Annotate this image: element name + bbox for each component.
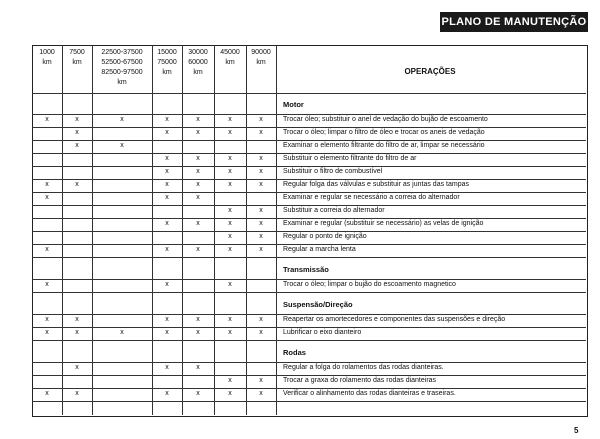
maintenance-mark: x bbox=[165, 194, 169, 201]
maintenance-mark: x bbox=[259, 155, 263, 162]
maintenance-mark: x bbox=[228, 129, 232, 136]
maintenance-mark: x bbox=[259, 329, 263, 336]
operation-text: Regular folga das válvulas e substituir as juntas das tampas bbox=[283, 181, 469, 188]
maintenance-mark: x bbox=[165, 390, 169, 397]
maintenance-mark: x bbox=[196, 316, 200, 323]
column-header-line: 30000 bbox=[188, 49, 208, 56]
maintenance-mark: x bbox=[120, 142, 124, 149]
maintenance-mark: x bbox=[165, 281, 169, 288]
row-divider bbox=[32, 257, 586, 258]
maintenance-mark: x bbox=[75, 390, 79, 397]
maintenance-mark: x bbox=[196, 329, 200, 336]
column-header-line: km bbox=[117, 79, 127, 86]
maintenance-mark: x bbox=[45, 246, 49, 253]
maintenance-mark: x bbox=[165, 168, 169, 175]
column-header-line: 75000 bbox=[157, 59, 177, 66]
maintenance-mark: x bbox=[196, 181, 200, 188]
operation-text: Regular a marcha lenta bbox=[283, 246, 356, 253]
operation-text: Reapertar os amortecedores e componentes das suspensões e direção bbox=[283, 316, 506, 323]
maintenance-mark: x bbox=[75, 116, 79, 123]
row-divider bbox=[32, 231, 586, 232]
maintenance-mark: x bbox=[75, 142, 79, 149]
operation-text: Examinar e regular se necessário a correia do alternador bbox=[283, 194, 460, 201]
operation-text: Regular a folga do rolamentos das rodas dianteiras. bbox=[283, 364, 444, 371]
maintenance-mark: x bbox=[228, 168, 232, 175]
column-header bbox=[62, 48, 92, 68]
operation-text: Trocar o óleo; limpar o filtro de óleo e trocar os aneis de vedação bbox=[283, 129, 485, 136]
maintenance-mark: x bbox=[228, 316, 232, 323]
row-divider bbox=[32, 279, 586, 280]
page-title: PLANO DE MANUTENÇÃO bbox=[440, 12, 588, 32]
column-header-line: 7500 bbox=[69, 49, 85, 56]
maintenance-mark: x bbox=[196, 246, 200, 253]
maintenance-mark: x bbox=[196, 194, 200, 201]
maintenance-mark: x bbox=[196, 155, 200, 162]
column-header-line: km bbox=[193, 69, 203, 76]
row-divider bbox=[32, 327, 586, 328]
header-divider bbox=[32, 93, 586, 94]
column-header-line: km bbox=[225, 59, 235, 66]
column-header-line: 1000 bbox=[39, 49, 55, 56]
maintenance-mark: x bbox=[196, 168, 200, 175]
row-divider bbox=[32, 362, 586, 363]
maintenance-mark: x bbox=[75, 129, 79, 136]
operation-text: Substituir o filtro de combustível bbox=[283, 168, 383, 175]
section-heading: Motor bbox=[283, 100, 304, 109]
maintenance-mark: x bbox=[259, 129, 263, 136]
maintenance-mark: x bbox=[75, 364, 79, 371]
column-header-line: 60000 bbox=[188, 59, 208, 66]
column-header-line: 82500-97500 bbox=[101, 69, 143, 76]
maintenance-mark: x bbox=[196, 390, 200, 397]
maintenance-mark: x bbox=[165, 129, 169, 136]
column-header bbox=[152, 48, 182, 78]
maintenance-mark: x bbox=[259, 246, 263, 253]
column-header-line: km bbox=[256, 59, 266, 66]
section-heading: Transmissão bbox=[283, 265, 329, 274]
column-divider bbox=[214, 45, 215, 415]
column-divider bbox=[246, 45, 247, 415]
column-header bbox=[214, 48, 246, 68]
maintenance-mark: x bbox=[165, 364, 169, 371]
row-divider bbox=[32, 114, 586, 115]
operation-text: Trocar óleo; substituir o anel de vedação do bujão de escoamento bbox=[283, 116, 488, 123]
maintenance-mark: x bbox=[165, 116, 169, 123]
maintenance-mark: x bbox=[196, 220, 200, 227]
column-divider bbox=[92, 45, 93, 415]
maintenance-mark: x bbox=[228, 207, 232, 214]
maintenance-mark: x bbox=[165, 246, 169, 253]
column-divider bbox=[152, 45, 153, 415]
operation-text: Substituir a correia do alternador bbox=[283, 207, 385, 214]
row-divider bbox=[32, 388, 586, 389]
maintenance-mark: x bbox=[228, 233, 232, 240]
maintenance-mark: x bbox=[196, 116, 200, 123]
maintenance-mark: x bbox=[259, 168, 263, 175]
operation-text: Trocar o óleo; limpar o bujão do escoamento magnetico bbox=[283, 281, 456, 288]
maintenance-mark: x bbox=[228, 155, 232, 162]
column-header-line: 45000 bbox=[220, 49, 240, 56]
maintenance-mark: x bbox=[259, 207, 263, 214]
operations-header: OPERAÇÕES bbox=[404, 67, 456, 76]
maintenance-mark: x bbox=[228, 116, 232, 123]
maintenance-mark: x bbox=[196, 364, 200, 371]
column-header-line: 52500-67500 bbox=[101, 59, 143, 66]
row-divider bbox=[32, 140, 586, 141]
operation-text: Regular o ponto de ignição bbox=[283, 233, 367, 240]
row-divider bbox=[32, 340, 586, 341]
row-divider bbox=[32, 166, 586, 167]
column-header-line: km bbox=[42, 59, 52, 66]
row-divider bbox=[32, 179, 586, 180]
operation-text: Examinar e regular (substituir se necessário) as velas de ignição bbox=[283, 220, 484, 227]
column-header-line: km bbox=[72, 59, 82, 66]
row-divider bbox=[32, 292, 586, 293]
maintenance-mark: x bbox=[228, 246, 232, 253]
maintenance-mark: x bbox=[228, 220, 232, 227]
section-heading: Rodas bbox=[283, 348, 306, 357]
maintenance-mark: x bbox=[165, 329, 169, 336]
maintenance-mark: x bbox=[165, 181, 169, 188]
maintenance-mark: x bbox=[45, 281, 49, 288]
maintenance-mark: x bbox=[259, 233, 263, 240]
section-heading: Suspensão/Direção bbox=[283, 300, 353, 309]
row-divider bbox=[32, 244, 586, 245]
operation-text: Examinar o elemento filtrante do filtro de ar, limpar se necessário bbox=[283, 142, 485, 149]
maintenance-mark: x bbox=[120, 116, 124, 123]
row-divider bbox=[32, 401, 586, 402]
maintenance-mark: x bbox=[165, 316, 169, 323]
maintenance-mark: x bbox=[259, 181, 263, 188]
row-divider bbox=[32, 192, 586, 193]
column-header bbox=[32, 48, 62, 68]
maintenance-mark: x bbox=[75, 181, 79, 188]
maintenance-mark: x bbox=[45, 390, 49, 397]
column-divider bbox=[276, 45, 277, 415]
column-divider bbox=[62, 45, 63, 415]
maintenance-mark: x bbox=[45, 316, 49, 323]
maintenance-mark: x bbox=[165, 220, 169, 227]
maintenance-mark: x bbox=[45, 181, 49, 188]
column-divider bbox=[182, 45, 183, 415]
operation-text: Verificar o alinhamento das rodas dianteiras e traseiras. bbox=[283, 390, 456, 397]
maintenance-mark: x bbox=[45, 329, 49, 336]
maintenance-mark: x bbox=[45, 116, 49, 123]
maintenance-mark: x bbox=[259, 390, 263, 397]
maintenance-mark: x bbox=[259, 377, 263, 384]
row-divider bbox=[32, 205, 586, 206]
column-header-line: 15000 bbox=[157, 49, 177, 56]
column-header bbox=[182, 48, 214, 78]
maintenance-mark: x bbox=[228, 281, 232, 288]
operation-text: Trocar a graxa do rolamento das rodas dianteiras bbox=[283, 377, 437, 384]
maintenance-mark: x bbox=[228, 181, 232, 188]
maintenance-mark: x bbox=[120, 329, 124, 336]
row-divider bbox=[32, 314, 586, 315]
column-header-line: 90000 bbox=[251, 49, 271, 56]
maintenance-mark: x bbox=[259, 316, 263, 323]
row-divider bbox=[32, 153, 586, 154]
row-divider bbox=[32, 127, 586, 128]
maintenance-mark: x bbox=[165, 155, 169, 162]
column-header-line: km bbox=[162, 69, 172, 76]
maintenance-mark: x bbox=[196, 129, 200, 136]
column-header bbox=[92, 48, 152, 88]
maintenance-mark: x bbox=[228, 329, 232, 336]
page-number: 5 bbox=[574, 426, 579, 435]
operation-text: Lubrificar o eixo dianteiro bbox=[283, 329, 362, 336]
column-header bbox=[246, 48, 276, 68]
maintenance-mark: x bbox=[228, 377, 232, 384]
maintenance-mark: x bbox=[259, 220, 263, 227]
maintenance-mark: x bbox=[259, 116, 263, 123]
maintenance-mark: x bbox=[45, 194, 49, 201]
column-header-line: 22500-37500 bbox=[101, 49, 143, 56]
row-divider bbox=[32, 375, 586, 376]
maintenance-mark: x bbox=[75, 316, 79, 323]
maintenance-mark: x bbox=[75, 329, 79, 336]
maintenance-mark: x bbox=[228, 390, 232, 397]
row-divider bbox=[32, 218, 586, 219]
operation-text: Substituir o elemento filtrante do filtro de ar bbox=[283, 155, 417, 162]
